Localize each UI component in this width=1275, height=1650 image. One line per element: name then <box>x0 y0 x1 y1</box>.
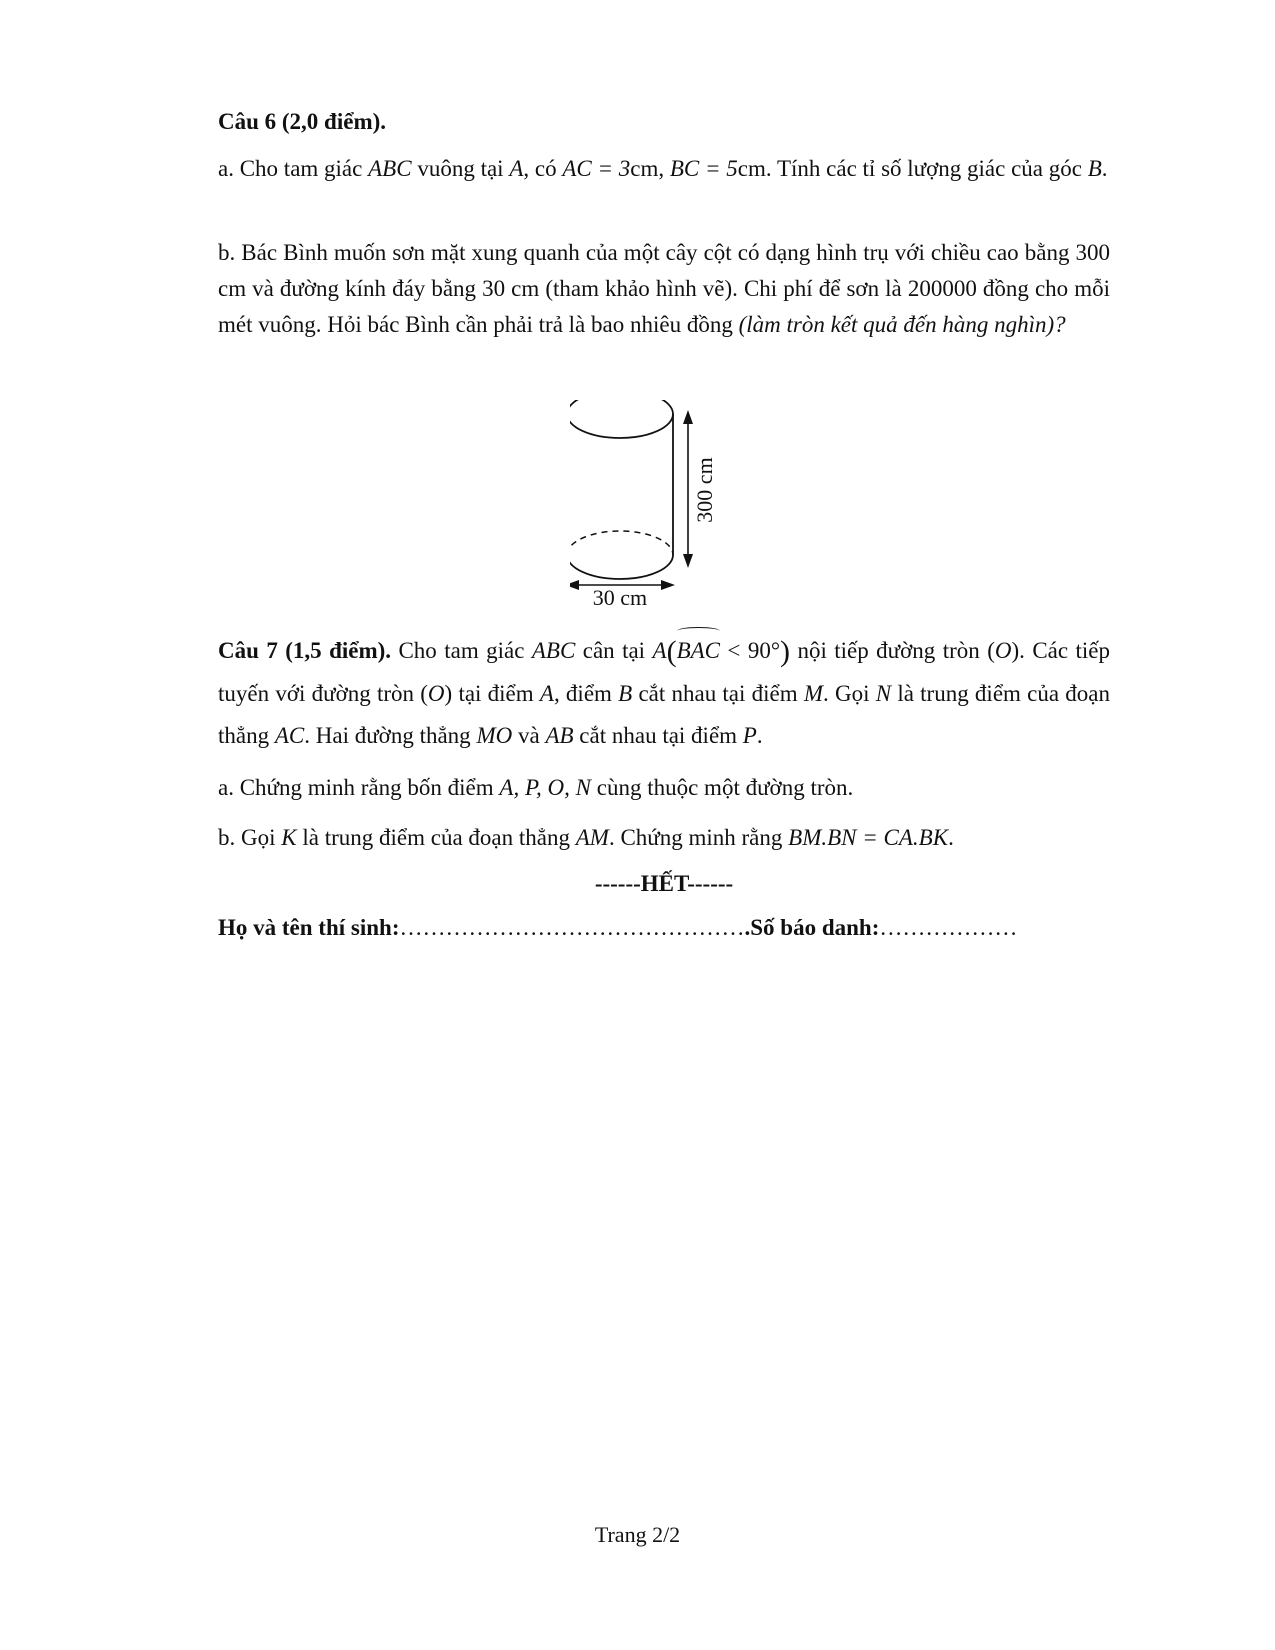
text-span: b. Bác Bình muốn sơn mặt xung quanh của một cây cột có dạng hình trụ với chiều cao bằng 300 cm và đường kính đáy bằng 30 cm (tham khảo hình vẽ). Chi phí để sơn là <box>218 240 1110 301</box>
diameter-arrow-left <box>570 580 579 590</box>
candidate-name-field: ……………………………………… <box>399 915 745 940</box>
rounding-note: (làm tròn kết quả đến hàng nghìn)? <box>738 312 1066 337</box>
text-span: cắt nhau tại điểm <box>573 723 743 748</box>
text-span: cân tại <box>575 638 653 663</box>
text-span: . <box>1101 156 1108 181</box>
math-point: A <box>652 638 667 663</box>
question-7-title: Câu 7 (1,5 điểm). <box>218 638 392 663</box>
text-span: a. Chứng minh rằng bốn điểm <box>218 775 500 800</box>
math-point: K <box>281 825 297 850</box>
paren-close: ) <box>1011 638 1020 663</box>
text-span: . Gọi <box>823 681 876 706</box>
question-6-title: Câu 6 (2,0 điểm). <box>218 109 387 134</box>
candidate-id-label: .Số báo danh: <box>744 915 880 940</box>
paren-open: ( <box>420 681 428 706</box>
text-span: và <box>512 723 546 748</box>
cylinder-bottom-back-arc <box>570 531 673 555</box>
text-span: , có <box>523 156 563 181</box>
diameter-label: 30 cm <box>592 585 648 610</box>
cylinder-figure <box>570 400 750 640</box>
paren-close: ) <box>444 681 453 706</box>
text-span: Cho tam giác <box>391 638 532 663</box>
height-arrow-top <box>683 410 693 424</box>
text-span: là trung điểm của đoạn thẳng <box>296 825 576 850</box>
math-triangle: ABC <box>531 638 576 663</box>
text-span: . Các tiếp tuyến với đường tròn <box>218 638 1111 706</box>
question-7a <box>218 770 1110 806</box>
text-span: cm. Tính các tỉ số lượng giác của góc <box>737 156 1088 181</box>
text-span: nội tiếp đường tròn <box>790 638 988 663</box>
text-span: . Hai đường thẳng <box>304 723 477 748</box>
height-arrow-bottom <box>683 554 693 568</box>
math-bc: BC = 5 <box>669 156 738 181</box>
text-span: b. Gọi <box>218 825 282 850</box>
paren-open: ( <box>666 635 677 668</box>
paren-close: ) <box>780 635 791 668</box>
text-span: , điểm <box>553 681 619 706</box>
math-equation: BM.BN = CA.BK <box>788 825 949 850</box>
text-span: cắt nhau tại điểm <box>632 681 804 706</box>
text-span: cùng thuộc một đường tròn. <box>591 775 854 800</box>
math-point: P <box>742 723 757 748</box>
math-point: N <box>875 681 892 706</box>
math-line: AB <box>545 723 574 748</box>
math-point: B <box>618 681 633 706</box>
text-span: là trung điểm của đoạn thẳng <box>218 681 1110 748</box>
height-label: 300 cm <box>692 457 717 523</box>
cylinder-bottom-front-arc <box>570 555 673 579</box>
text-span: vuông tại <box>411 156 510 181</box>
page-number: Trang 2/2 <box>594 1522 681 1547</box>
text-span: cm, <box>630 156 670 181</box>
cost-value: 200000 <box>907 276 977 301</box>
math-point: B <box>1087 156 1102 181</box>
math-segment: AM <box>575 825 609 850</box>
question-6a <box>218 150 1110 188</box>
question-6b <box>218 235 1110 343</box>
text-span: . <box>756 723 763 748</box>
text-span: . Chứng minh rằng <box>608 825 789 850</box>
math-circle: O <box>427 681 445 706</box>
math-segment: AC <box>274 723 305 748</box>
candidate-name-label: Họ và tên thí sinh: <box>218 915 400 940</box>
question-7b <box>218 820 1110 856</box>
text-span: tại điểm <box>452 681 540 706</box>
math-line: MO <box>476 723 513 748</box>
math-ac: AC = 3 <box>562 156 631 181</box>
math-point: A <box>509 156 524 181</box>
math-circle: O <box>994 638 1012 663</box>
math-triangle: ABC <box>368 156 412 181</box>
end-mark: ------HẾT------ <box>594 871 734 896</box>
paren-open: ( <box>987 638 995 663</box>
text-span: đồng cho mỗi mét vuông. Hỏi bác Bình cần phải trả là bao nhiêu đồng <box>218 276 1110 337</box>
math-points: A, P, O, N <box>499 775 591 800</box>
text-span: a. Cho tam giác <box>218 156 369 181</box>
candidate-id-field: ……………… <box>879 915 1018 940</box>
diameter-arrow-right <box>661 580 675 590</box>
question-7-intro <box>218 630 1110 757</box>
cylinder-top-ellipse <box>570 400 673 438</box>
angle-condition: < 90° <box>720 638 781 663</box>
math-point: A <box>539 681 554 706</box>
candidate-info <box>218 910 1110 946</box>
text-span: . <box>948 825 954 850</box>
math-point: M <box>803 681 824 706</box>
angle-bac: BAC <box>677 630 720 672</box>
